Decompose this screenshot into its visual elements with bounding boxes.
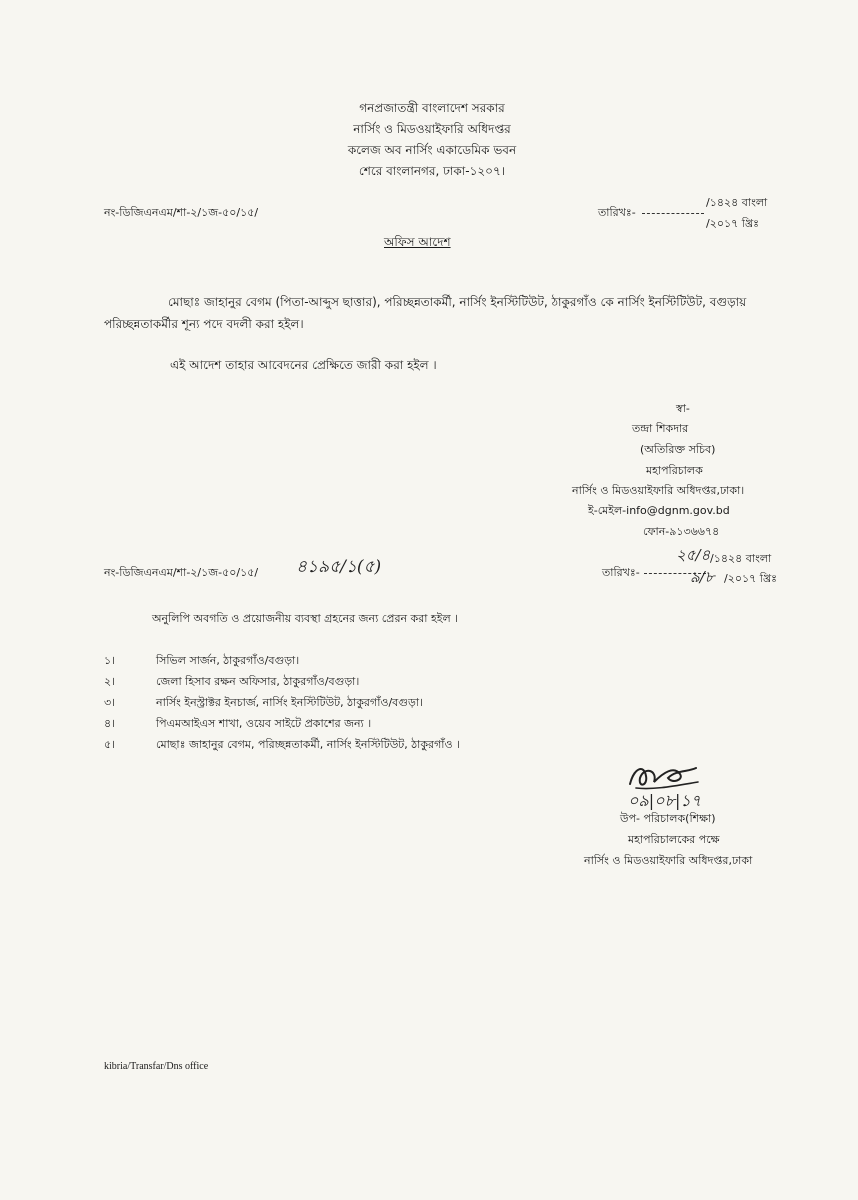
deputy-office: নার্সিং ও মিডওয়াইফারি অধিদপ্তর,ঢাকা — [584, 854, 753, 867]
copy-date-label: তারিখঃ- — [602, 566, 640, 579]
deputy-designation: উপ- পরিচালক(শিক্ষা) — [620, 812, 716, 825]
reference-number: নং-ডিজিএনএম/শা-২/১জ-৫০/১৫/ — [104, 206, 259, 219]
handwritten-date-bangla: ২৫/৪ — [676, 546, 711, 564]
date-blank-line — [642, 213, 704, 214]
copy-item-text: জেলা হিসাব রক্ষন অফিসার, ঠাকুরগাঁও/বগুড়া। — [156, 675, 360, 688]
copy-intro: অনুলিপি অবগতি ও প্রয়োজনীয় ব্যবস্থা গ্রহনের জন্য প্রেরন করা হইল । — [152, 612, 459, 625]
file-path-footer: kibria/Transfar/Dns office — [104, 1061, 209, 1072]
copy-item-number: ৫। — [104, 738, 116, 751]
order-title: অফিস আদেশ — [384, 235, 451, 249]
copy-item-text: পিএমআইএস শাখা, ওয়েব সাইটে প্রকাশের জন্য । — [156, 717, 372, 730]
signatory-email: ই-মেইল-info@dgnm.gov.bd — [588, 504, 730, 517]
copy-item-number: ৩। — [104, 696, 116, 709]
copy-item-text: মোছাঃ জাহানুর বেগম, পরিচ্ছন্নতাকর্মী, নার্সিং ইনস্টিটিউট, ঠাকুরগাঁও । — [156, 738, 460, 751]
signatory-designation: মহাপরিচালক — [646, 464, 703, 477]
signatory-name: তন্দ্রা শিকদার — [632, 422, 689, 435]
header-government: গনপ্রজাতন্ত্রী বাংলাদেশ সরকার — [359, 101, 505, 115]
copy-item-text: নার্সিং ইনস্ট্রাক্টর ইনচার্জ, নার্সিং ইনস্টিটিউট, ঠাকুরগাঁও/বগুড়া। — [156, 696, 424, 709]
copy-item-text: সিভিল সার্জন, ঠাকুরগাঁও/বগুড়া। — [156, 654, 300, 667]
copy-reference-number: নং-ডিজিএনএম/শা-২/১জ-৫০/১৫/ — [104, 566, 259, 579]
order-paragraph-line2: পরিচ্ছন্নতাকর্মীর শূন্য পদে বদলী করা হইল। — [104, 317, 304, 331]
signatory-office: নার্সিং ও মিডওয়াইফারি অধিদপ্তর,ঢাকা। — [572, 484, 745, 497]
copy-item-number: ২। — [104, 675, 116, 688]
date-label: তারিখঃ- — [598, 206, 636, 219]
copy-date-english: /২০১৭ খ্রিঃ — [724, 572, 777, 585]
date-english: /২০১৭ খ্রিঃ — [706, 217, 759, 230]
order-paragraph2: এই আদেশ তাহার আবেদনের প্রেক্ষিতে জারী করা হইল । — [170, 358, 437, 372]
sign-label: স্বা- — [676, 402, 690, 415]
signatory-rank: (অতিরিক্ত সচিব) — [640, 443, 716, 456]
header-address: শেরে বাংলানগর, ঢাকা-১২০৭। — [358, 164, 506, 178]
order-paragraph-line1: মোছাঃ জাহানুর বেগম (পিতা-আব্দুস ছাত্তার), পরিচ্ছন্নতাকর্মী, নার্সিং ইনস্টিটিউট, ঠাকুরগাঁও কে নার্সিং ইনস্টিটিউট, বগুড়ায় — [168, 295, 747, 309]
copy-date-bangla: /১৪২৪ বাংলা — [710, 552, 772, 565]
signatory-phone: ফোন-৯১৩৬৬৭৪ — [643, 525, 720, 538]
header-directorate: নার্সিং ও মিডওয়াইফারি অধিদপ্তর — [353, 122, 511, 136]
copy-item-number: ৪। — [104, 717, 116, 730]
on-behalf-of: মহাপরিচালকের পক্ষে — [628, 833, 720, 846]
handwritten-signature-date: ০৯|০৮|১৭ — [628, 791, 702, 810]
date-bangla: /১৪২৪ বাংলা — [706, 196, 768, 209]
handwritten-date-english: ৯/৮ — [690, 568, 715, 586]
copy-item-number: ১। — [104, 654, 116, 667]
handwritten-memo-number: ৪১৯৫/১(৫) — [296, 557, 382, 577]
header-building: কলেজ অব নার্সিং একাডেমিক ভবন — [347, 143, 517, 157]
